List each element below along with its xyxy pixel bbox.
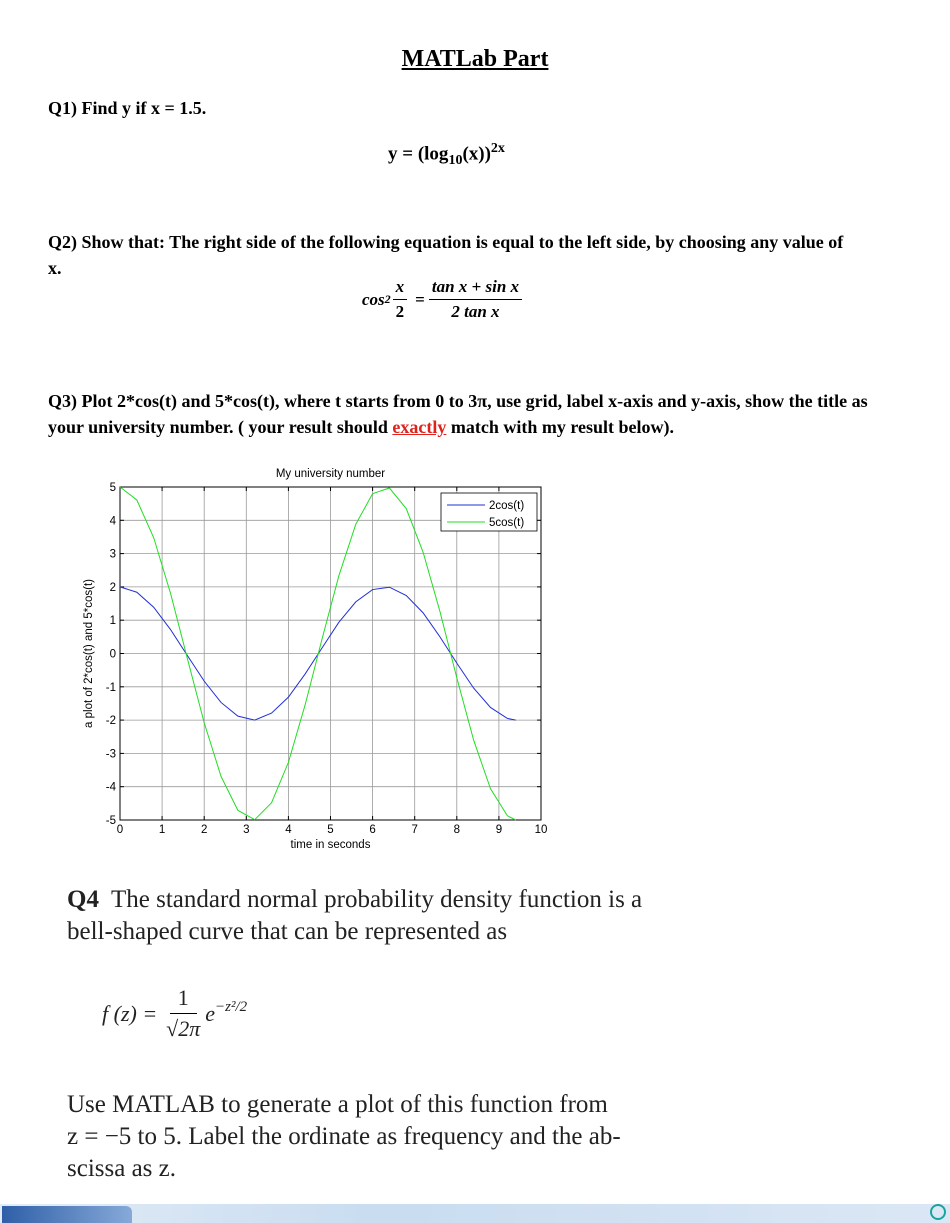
- q2-eq-num: tan x + sin x: [429, 277, 522, 300]
- q1-text: Q1) Find y if x = 1.5.: [48, 98, 207, 118]
- y-tick-label: -5: [105, 815, 116, 827]
- x-tick-label: 3: [243, 824, 250, 836]
- q2-eq-2: 2: [395, 302, 405, 321]
- q2-equation: [362, 277, 522, 322]
- q2-eq-sq: 2: [384, 292, 391, 306]
- help-icon[interactable]: [930, 1204, 946, 1220]
- x-tick-label: 6: [369, 824, 376, 836]
- chart-grid: [120, 487, 541, 820]
- q4-label: Q4: [67, 886, 99, 913]
- q2-eq-x-over-2: [393, 277, 408, 322]
- y-tick-label: -4: [105, 781, 116, 794]
- q1-eq-sup: 2x: [490, 141, 505, 156]
- q4-eq-exp-base: e: [205, 1000, 216, 1026]
- q4-eq-num: 1: [170, 985, 197, 1014]
- q4-equation: [102, 985, 247, 1042]
- y-tick-label: -3: [105, 748, 116, 761]
- y-tick-label: 2: [109, 581, 116, 594]
- y-tick-label: 3: [109, 548, 116, 561]
- q3-text-before: Q3) Plot 2*cos(t) and 5*cos(t), where t starts from 0 to 3π, use grid, label x-axis and y-axis, show the title as your university number. ( your result should: [48, 391, 868, 437]
- x-tick-label: 5: [327, 824, 334, 836]
- y-tick-label: 1: [109, 615, 116, 628]
- q1-eq-arg: (x)): [462, 143, 491, 165]
- bottom-taskbar: [0, 1204, 950, 1223]
- x-tick-label: 2: [200, 824, 208, 836]
- cosine-chart: [78, 460, 568, 860]
- q1-eq-lhs: y =: [388, 143, 418, 165]
- y-tick-label: 0: [109, 648, 116, 661]
- q1-equation: [388, 141, 505, 169]
- q2-eq-rhs-fraction: [429, 277, 522, 322]
- q4-intro-line2: bell-shaped curve that can be represented as: [67, 918, 508, 945]
- y-tick-label: 4: [109, 515, 116, 528]
- legend-label: 5cos(t): [489, 517, 525, 529]
- q3-highlight: exactly: [392, 417, 447, 437]
- chart-ticks: [106, 482, 548, 836]
- q2-text: Q2) Show that: The right side of the following equation is equal to the left side, by choosing any value of x.: [48, 232, 844, 278]
- q2-eq-x: x: [393, 277, 408, 300]
- y-tick-label: -1: [105, 681, 116, 694]
- chart-legend: [441, 493, 537, 531]
- x-tick-label: 7: [411, 824, 418, 836]
- q2-eq-equals: =: [415, 289, 425, 309]
- q1-eq-log: (log: [417, 143, 449, 165]
- chart-xlabel: time in seconds: [290, 839, 371, 851]
- q4-eq-den: √2π: [166, 1016, 201, 1041]
- x-tick-label: 0: [116, 824, 124, 836]
- taskbar-app-button[interactable]: [2, 1206, 132, 1223]
- q3-text-after: match with my result below).: [446, 417, 675, 437]
- x-tick-label: 1: [158, 824, 166, 836]
- q3-text: [48, 388, 868, 440]
- x-tick-label: 10: [534, 824, 548, 836]
- q4-eq-f: f (z) =: [102, 1000, 158, 1026]
- x-tick-label: 4: [285, 824, 292, 836]
- x-tick-label: 9: [495, 824, 503, 836]
- q4-body-line2: z = −5 to 5. Label the ordinate as frequency and the ab-: [67, 1123, 621, 1150]
- x-tick-label: 8: [453, 824, 461, 836]
- q4-intro-line1: The standard normal probability density function is a: [111, 886, 643, 913]
- q4-eq-fraction: [163, 985, 203, 1042]
- legend-label: 2cos(t): [489, 500, 525, 512]
- chart-title: My university number: [275, 468, 386, 480]
- q1-eq-sub: 10: [448, 153, 463, 169]
- y-tick-label: -2: [105, 715, 116, 728]
- q4-intro: [67, 884, 642, 948]
- q4-body-line1: Use MATLAB to generate a plot of this function from: [67, 1091, 608, 1118]
- y-tick-label: 5: [109, 482, 116, 494]
- chart-ylabel: a plot of 2*cos(t) and 5*cos(t): [83, 579, 95, 728]
- q4-body-line3: scissa as z.: [67, 1155, 176, 1182]
- q2-eq-cos: cos: [362, 289, 385, 309]
- q2-eq-den: 2 tan x: [451, 302, 500, 321]
- q4-body: [67, 1089, 621, 1185]
- q4-eq-exp: −z²/2: [215, 999, 248, 1015]
- page-title: MATLab Part: [401, 46, 549, 72]
